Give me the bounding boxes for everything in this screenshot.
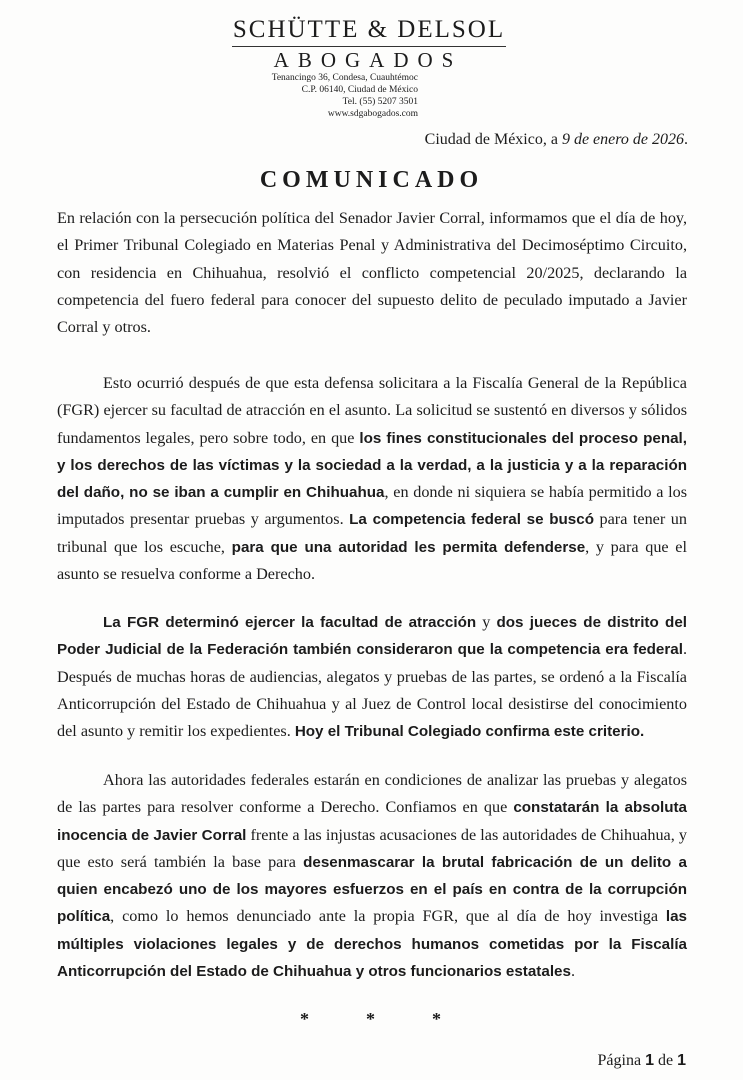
page-total: 1 [677,1052,686,1069]
text: , en donde ni siquiera se había permitido a los imputados presentar pruebas y argumentos. [57,483,688,529]
firm-name-rule [232,46,506,47]
paragraph [57,205,687,341]
bold-text: La FGR determinó ejercer la facultad de atracción [103,614,477,631]
firm-address [238,72,418,120]
firm-name: SCHÜTTE & DELSOL [232,16,506,43]
text: , como lo hemos denunciado ante la propia FGR, que al día de hoy investiga [110,907,666,926]
firm-subtitle: ABOGADOS [273,48,463,72]
address-line-website: www.sdgabogados.com [327,109,418,119]
document-title: COMUNICADO [259,167,484,193]
bold-text: constatarán la absoluta inocencia de Javier Corral [57,799,687,844]
text: y [476,613,497,631]
paragraph [57,767,687,985]
page-of: de [657,1052,674,1069]
section-separator [0,1009,743,1029]
text: para tener un tribunal que los escuche, [57,510,687,556]
text: . [570,962,575,981]
address-line-phone: Tel. (55) 5207 3501 [342,97,418,107]
date-value: 9 de enero de 2026 [561,131,684,148]
page-label: Página [597,1052,642,1069]
text: Esto ocurrió después de que esta defensa solicitara a la Fiscalía General de la República (FGR) ejercer su facultad de atracción en el asunto. La solicitud se sustentó en diversos y sólidos fundamentos legales, pero sobre todo, en que [57,374,687,447]
bold-text: para que una autoridad les permita defenderse [231,538,586,556]
bold-text: desenmascarar la brutal fabricación de un delito a quien encabezó uno de los mayores esfuerzos en el país en contra de la corrupción política [57,853,687,926]
separator-asterisk: * [366,1009,375,1029]
separator-asterisk: * [300,1009,309,1029]
bold-text: Hoy el Tribunal Colegiado confirma este criterio. [294,723,645,741]
text: frente a las injustas acusaciones de las autoridades de Chihuahua, y que esto será también la base para [57,825,687,871]
text: . Después de muchas horas de audiencias, alegatos y pruebas de las partes, se ordenó a la Fiscalía Anticorrupción del Estado de Chihuahua y al Juez de Control local desistirse del conocimiento del asunto y remitir los expedientes. [57,640,687,741]
text: En relación con la persecución política del Senador Javier Corral, informamos que el día de hoy, el Primer Tribunal Colegiado en Materias Penal y Administrativa del Decimoséptimo Circuito, con residencia en Chihuahua, resolvió el conflicto competencial 20/2025, declarando la competencia del fuero federal para conocer del supuesto delito de peculado imputado a Javier Corral y otros. [57,209,687,337]
text: Ahora las autoridades federales estarán en condiciones de analizar las pruebas y alegatos de las partes para resolver conforme a Derecho. Confiamos en que [57,771,687,817]
address-line-postal: C.P. 06140, Ciudad de México [301,85,418,95]
date-end: . [684,131,688,148]
date-place: Ciudad de México, a [424,131,562,148]
bold-text: las múltiples violaciones legales y de derechos humanos cometidas por la Fiscalía Anticorrupción del Estado de Chihuahua y otros funcionarios estatales [57,908,687,981]
document-date [425,131,688,149]
separator-asterisk: * [432,1009,441,1029]
text: , y para que el asunto se resuelva conforme a Derecho. [57,537,687,584]
bold-text: La competencia federal se buscó [349,511,594,529]
page-current: 1 [645,1052,654,1069]
paragraph [57,370,687,588]
paragraph [57,609,687,745]
bold-text: dos jueces de distrito del Poder Judicial de la Federación también consideraron que la competencia era federal [57,614,687,659]
bold-text: los fines constitucionales del proceso penal, y los derechos de las víctimas y la sociedad a la verdad, a la justicia y a la reparación del daño, no se iban a cumplir en Chihuahua [57,429,687,502]
page-number [598,1052,686,1070]
address-line-street: Tenancingo 36, Condesa, Cuauhtémoc [271,73,418,83]
